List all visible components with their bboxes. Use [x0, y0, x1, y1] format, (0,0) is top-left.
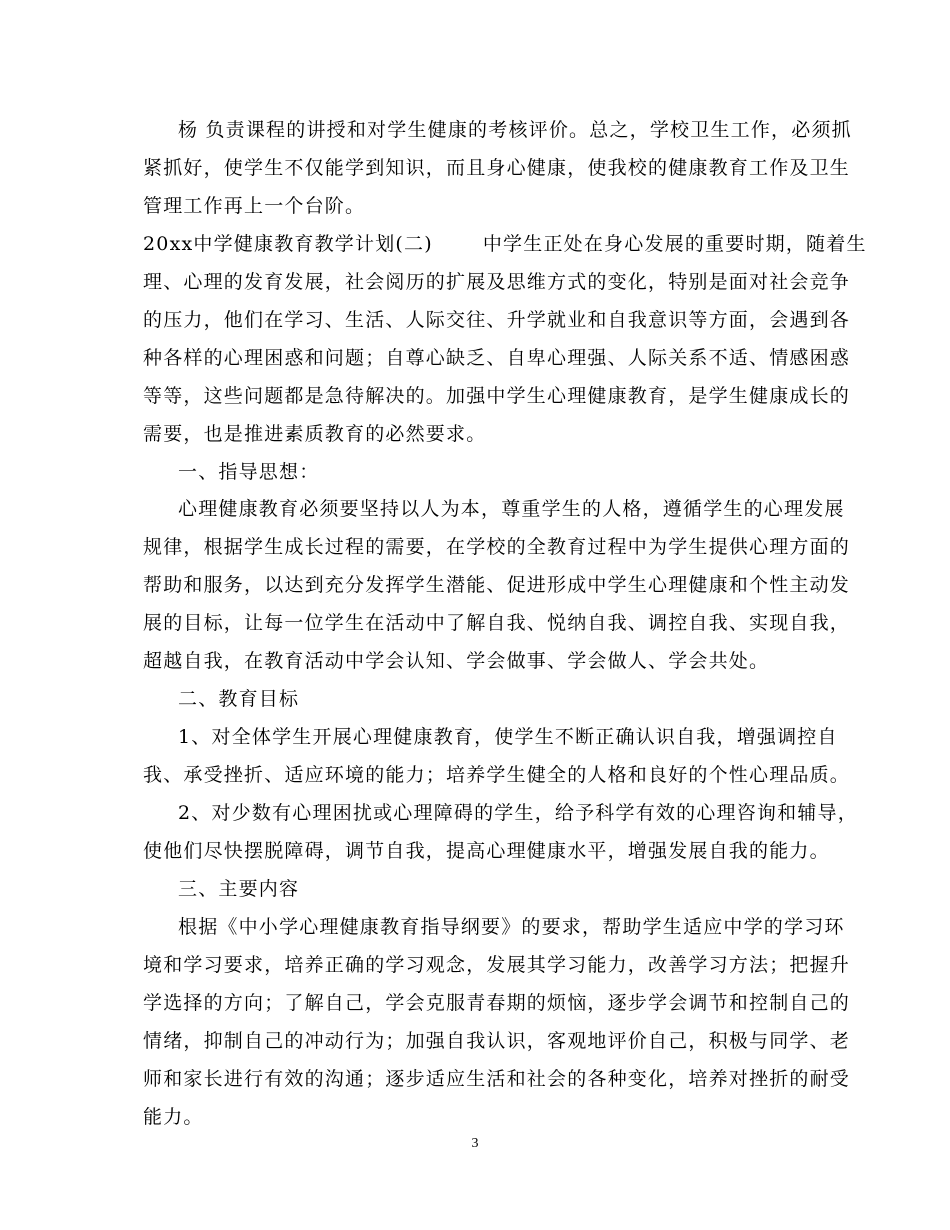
- plan-heading-line: [143, 232, 867, 256]
- section-heading: 二、教育目标: [178, 688, 300, 710]
- section-heading: 三、主要内容: [178, 878, 300, 900]
- paragraph-line: 种各样的心理困惑和问题；自尊心缺乏、自卑心理强、人际关系不适、情感困惑: [143, 347, 851, 369]
- paragraph-line: 超越自我，在教育活动中学会认知、学会做事、学会做人、学会共处。: [143, 650, 770, 672]
- paragraph-line: 的压力，他们在学习、生活、人际交往、升学就业和自我意识等方面，会遇到各: [143, 309, 851, 331]
- paragraph-line: 心理健康教育必须要坚持以人为本，尊重学生的人格，遵循学生的心理发展: [178, 498, 845, 520]
- paragraph-line: 能力。: [143, 1106, 204, 1128]
- paragraph-line: 使他们尽快摆脱障碍，调节自我，提高心理健康水平，增强发展自我的能力。: [143, 840, 830, 862]
- paragraph-line: 情绪，抑制自己的冲动行为；加强自我认识，客观地评价自己，积极与同学、老: [143, 1030, 851, 1052]
- paragraph-line: 学选择的方向；了解自己，学会克服青春期的烦恼，逐步学会调节和控制自己的: [143, 992, 851, 1014]
- paragraph-line: 根据《中小学心理健康教育指导纲要》的要求，帮助学生适应中学的学习环: [178, 916, 845, 938]
- paragraph-line: 我、承受挫折、适应环境的能力；培养学生健全的人格和良好的个性心理品质。: [143, 764, 851, 786]
- paragraph-line: 2、对少数有心理困扰或心理障碍的学生，给予科学有效的心理咨询和辅导，: [178, 802, 858, 824]
- paragraph-line: 管理工作再上一个台阶。: [143, 195, 366, 217]
- paragraph-line: 境和学习要求，培养正确的学习观念，发展其学习能力，改善学习方法；把握升: [143, 954, 851, 976]
- section-heading: 一、指导思想：: [178, 461, 320, 483]
- paragraph-line: 规律，根据学生成长过程的需要，在学校的全教育过程中为学生提供心理方面的: [143, 536, 851, 558]
- paragraph-line: 理、心理的发育发展，社会阅历的扩展及思维方式的变化，特别是面对社会竞争: [143, 271, 851, 293]
- paragraph-line: 杨 负责课程的讲授和对学生健康的考核评价。总之，学校卫生工作，必须抓: [178, 119, 852, 141]
- paragraph-line: 1、对全体学生开展心理健康教育，使学生不断正确认识自我，增强调控自: [178, 726, 838, 748]
- page-number: 3: [471, 1136, 479, 1151]
- paragraph-line: 需要，也是推进素质教育的必然要求。: [143, 423, 487, 445]
- paragraph-line: 等等，这些问题都是急待解决的。加强中学生心理健康教育，是学生健康成长的: [143, 385, 851, 407]
- paragraph-line: 帮助和服务，以达到充分发挥学生潜能、促进形成中学生心理健康和个性主动发: [143, 574, 851, 596]
- plan-heading: 20xx中学健康教育教学计划(二): [143, 233, 433, 255]
- paragraph-line: 展的目标，让每一位学生在活动中了解自我、悦纳自我、调控自我、实现自我，: [143, 612, 851, 634]
- paragraph-text: 中学生正处在身心发展的重要时期，随着生: [482, 233, 867, 255]
- paragraph-line: 师和家长进行有效的沟通；逐步适应生活和社会的各种变化，培养对挫折的耐受: [143, 1068, 851, 1090]
- paragraph-line: 紧抓好，使学生不仅能学到知识，而且身心健康，使我校的健康教育工作及卫生: [143, 157, 851, 179]
